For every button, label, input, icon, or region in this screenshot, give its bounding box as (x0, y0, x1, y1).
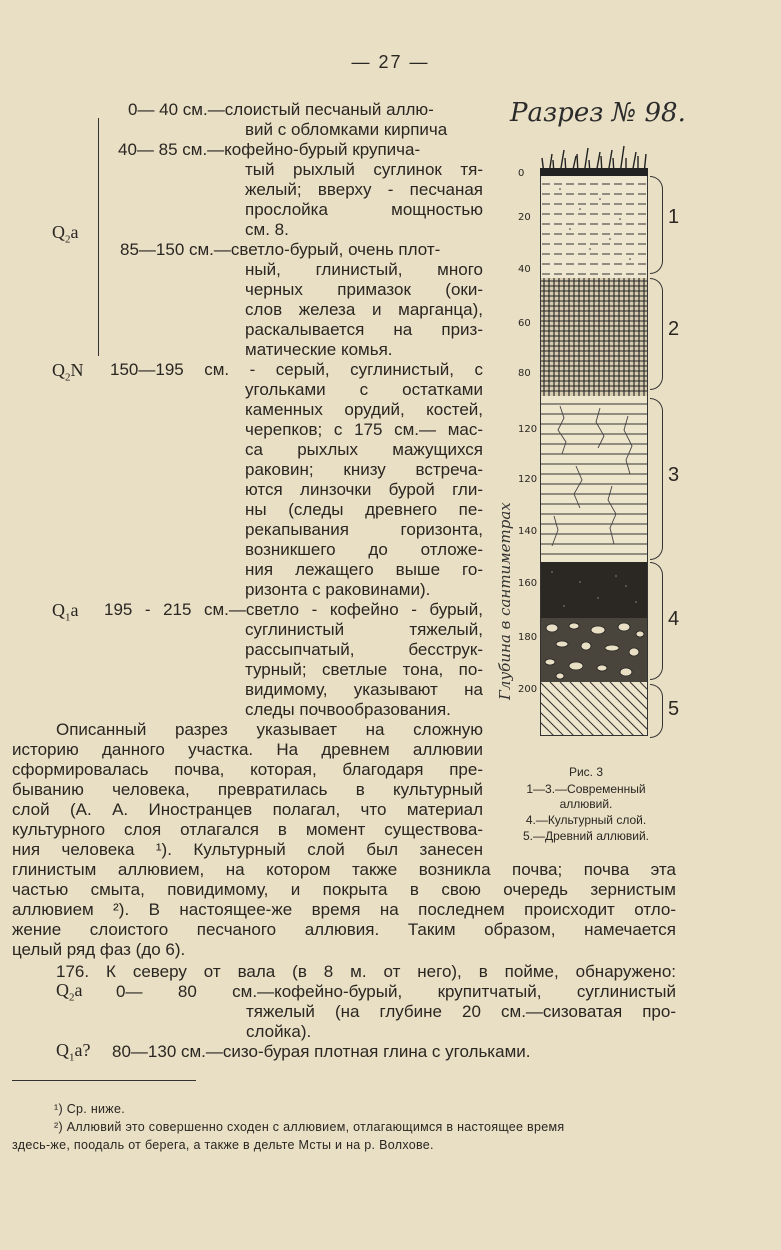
stratum-line: рассыпчатый, бесструк- (245, 640, 483, 659)
stratum-line: см. 8. (245, 220, 289, 239)
horizon-index-q2n: $Q_2N$ (52, 360, 84, 384)
paragraph-line: слой (А. А. Иностранцев полагал, что материал (12, 800, 483, 819)
stratum-line: 0— 40 см.—слоистый песчаный аллю- (128, 100, 434, 119)
horizon-index-q1a: $Q_1a$ (52, 600, 79, 624)
section-column-frame (540, 176, 648, 736)
footnote-2-cont: здесь-же, поодаль от берега, а также в дельте Мсты и на р. Волхове. (12, 1138, 434, 1152)
turf-symbol (540, 140, 648, 176)
item-176-stratum-1 (116, 982, 676, 1042)
stratum-line: следы почвообразования. (245, 700, 451, 719)
horizon-index-q2a: $Q_2a$ (52, 222, 79, 246)
paragraph-line: аллювием ²). В настоящее-же время на последнем происходит отло- (12, 900, 676, 919)
stratum-line: раскалывается на приз- (245, 320, 483, 339)
stratum-line: слов железа и марганца), (245, 300, 483, 319)
stratum-line: 40— 85 см.—кофейно-бурый крупича- (118, 140, 421, 159)
stratum-line: суглинистый тяжелый, (245, 620, 483, 639)
footnote-divider (12, 1080, 196, 1081)
depth-label: 140 (518, 526, 538, 537)
stratum-line: желый; вверху - песчаная (245, 180, 483, 199)
stratum-195-215 (104, 600, 483, 720)
paragraph-line: жение слоистого песчаного аллювия. Таким образом, намечается (12, 920, 676, 939)
item-176-index-q1a: $Q_1a$? (56, 1040, 91, 1064)
layer-brace-4 (650, 562, 663, 680)
figure-caption-title: Рис. 3 (568, 765, 604, 779)
layer-brace-3 (650, 398, 663, 560)
figure-caption-line: 1—3.—Современный (526, 782, 646, 796)
stratum-line: черепков; с 175 см.— мас- (245, 420, 483, 439)
stratum-line: ризонта с раковинами). (245, 580, 431, 599)
stratum-line: 85—150 см.—светло-бурый, очень плот- (120, 240, 441, 259)
figure-caption-line: 4.—Культурный слой. (525, 813, 647, 827)
item-176-line: 0— 80 см.—кофейно-бурый, крупитчатый, суглинистый (116, 982, 676, 1001)
stratum-line: раковин; книзу встреча- (245, 460, 483, 479)
stratum-line: тый рыхлый суглинок тя- (245, 160, 483, 179)
layer-brace-2 (650, 278, 663, 390)
paragraph-line: частью смыта, повидимому, и покрыта в свою очередь зернистым (12, 880, 676, 899)
depth-label: 180 (518, 632, 538, 643)
depth-label: 80 (518, 368, 531, 379)
item-176-line: 80—130 см.—сизо-бурая плотная глина с угольками. (112, 1042, 531, 1061)
depth-axis-label: Глубина в сантиметрах (496, 502, 514, 700)
depth-label: 120 (518, 474, 538, 485)
stratum-line: рекапывания горизонта, (245, 520, 483, 539)
footnote-1: ¹) Ср. ниже. (54, 1102, 125, 1116)
stratum-line: матические комья. (245, 340, 393, 359)
item-176-line: тяжелый (на глубине 20 см.—сизоватая про- (246, 1002, 676, 1021)
stratum-line: са рыхлых мажущихся (245, 440, 483, 459)
paragraph-line: Описанный разрез указывает на сложную (56, 720, 483, 739)
depth-label: 200 (518, 684, 538, 695)
item-176-line: 176. К северу от вала (в 8 м. от него), в пойме, обнаружено: (56, 962, 676, 981)
item-176-line: слойка). (246, 1022, 312, 1041)
layer-brace-label: 3 (668, 464, 680, 486)
stratum-line: ный, глинистый, много (245, 260, 483, 279)
stratum-line: ния лежащего выше го- (245, 560, 483, 579)
stratum-85-150 (120, 240, 483, 360)
layer-brace-label: 5 (668, 698, 680, 720)
discussion-paragraph-cont (12, 860, 676, 960)
item-176-index-q2a: $Q_2a$ (56, 980, 83, 1004)
figure-caption-line: аллювий. (559, 797, 613, 811)
item-176-stratum-2 (112, 1042, 672, 1062)
stratum-line: турный; светлые тона, по- (245, 660, 483, 679)
depth-label: 60 (518, 318, 531, 329)
depth-label: 160 (518, 578, 538, 589)
stratum-40-85 (118, 140, 483, 240)
stratum-line: угольками с остатками (245, 380, 483, 399)
footnote-2: ²) Аллювий это совершенно сходен с аллювием, отлагающимся в настоящее время (54, 1120, 565, 1134)
stratum-line: 150—195 см. - серый, суглинистый, с (110, 360, 483, 379)
layer-brace-label: 4 (668, 608, 680, 630)
layer-brace-1 (650, 176, 663, 274)
stratum-line: прослойка мощностью (245, 200, 483, 219)
depth-label: 40 (518, 264, 531, 275)
discussion-paragraph (12, 720, 483, 860)
stratum-line: видимому, указывают на (245, 680, 483, 699)
stratum-0-40 (128, 100, 483, 140)
depth-label: 120 (518, 424, 538, 435)
layer-brace-label: 2 (668, 318, 680, 340)
paragraph-line: глинистым аллювием, на котором также возникла почва; почва эта (12, 860, 676, 879)
stratum-line: каменных орудий, костей, (245, 400, 483, 419)
paragraph-line: сформировалась почва, которая, благодаря пре- (12, 760, 483, 779)
stratum-line: вий с обломками кирпича (245, 120, 448, 139)
page-number: — 27 — (351, 52, 430, 72)
stratum-line: возникшего до отложе- (245, 540, 483, 559)
paragraph-line: целый ряд фаз (до 6). (12, 940, 186, 959)
figure-caption-line: 5.—Древний аллювий. (522, 829, 650, 843)
stratum-line: 195 - 215 см.—светло - кофейно - бурый, (104, 600, 483, 619)
layer-brace-label: 1 (668, 206, 680, 228)
stratum-line: ются линзочки бурой гли- (245, 480, 483, 499)
item-176-header (56, 962, 676, 982)
horizon-bracket (98, 118, 99, 356)
figure-title: Разрез № 98. (510, 98, 686, 128)
paragraph-line: культурного слоя отлагался в момент существова- (12, 820, 483, 839)
paragraph-line: быванию человека, превратилась в культурный (12, 780, 483, 799)
paragraph-line: ния человека ¹). Культурный слой был занесен (12, 840, 483, 859)
depth-label: 0 (518, 168, 525, 179)
stratum-line: черных примазок (оки- (245, 280, 483, 299)
paragraph-line: историю данного участка. На древнем аллювии (12, 740, 483, 759)
depth-label: 20 (518, 212, 531, 223)
section-base-line (540, 735, 648, 736)
layer-brace-5 (650, 684, 663, 738)
stratum-line: ны (следы древнего пе- (245, 500, 483, 519)
stratum-150-195 (110, 360, 483, 600)
